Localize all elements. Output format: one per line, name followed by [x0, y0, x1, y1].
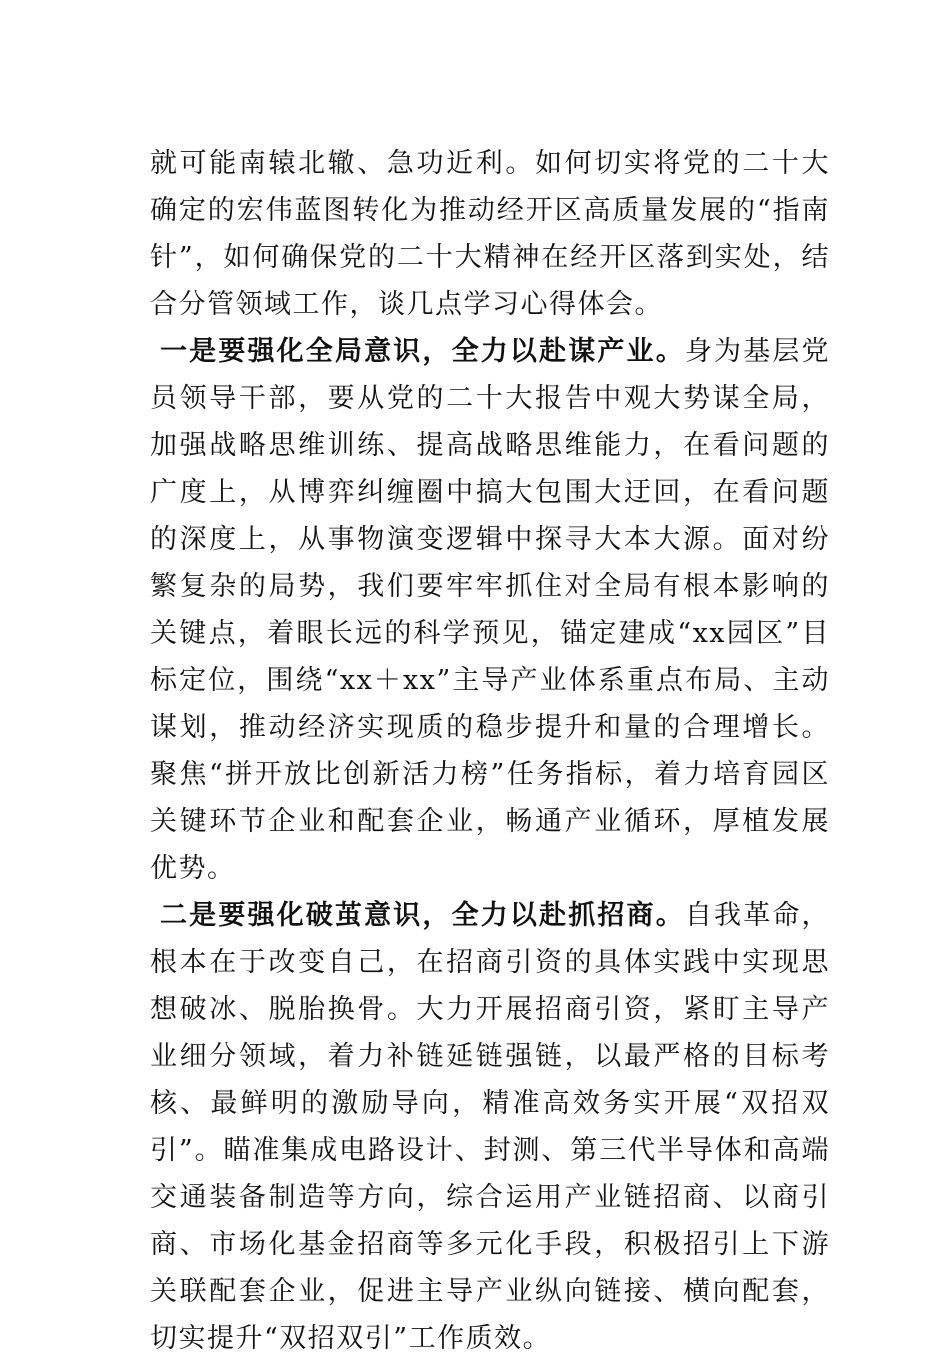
paragraph-text: 就可能南辕北辙、急功近利。如何切实将党的二十大确定的宏伟蓝图转化为推动经开区高质量发展的“指南针”，如何确保党的二十大精神在经开区落到实处，结合分管领域工作，谈几点学习心得体会。: [150, 148, 830, 320]
paragraph-lead: 二是要强化破茧意识，全力以赴抓招商。: [160, 900, 685, 931]
paragraph-text: 身为基层党员领导干部，要从党的二十大报告中观大势谋全局，加强战略思维训练、提高战略思维能力，在看问题的广度上，从博弈纠缠圈中搞大包围大迂回，在看问题的深度上，从事物演变逻辑中探寻大本大源。面对纷繁复杂的局势，我们要牢牢抓住对全局有根本影响的关键点，着眼长远的科学预见，锚定建成“xx园区”目标定位，围绕“xx＋xx”主导产业体系重点布局、主动谋划，推动经济实现质的稳步提升和量的合理增长。聚焦“拼开放比创新活力榜”任务指标，着力培育园区关键环节企业和配套企业，畅通产业循环，厚植发展优势。: [150, 336, 831, 884]
paragraph-lead: 一是要强化全局意识，全力以赴谋产业。: [160, 336, 685, 367]
document-body: [150, 140, 830, 1362]
paragraph-text: 自我革命，根本在于改变自己，在招商引资的具体实践中实现思想破冰、脱胎换骨。大力开展招商引资，紧盯主导产业细分领域，着力补链延链强链，以最严格的目标考核、最鲜明的激励导向，精准高效务实开展“双招双引”。瞄准集成电路设计、封测、第三代半导体和高端交通装备制造等方向，综合运用产业链招商、以商引商、市场化基金招商等多元化手段，积极招引上下游关联配套企业，促进主导产业纵向链接、横向配套，切实提升“双招双引”工作质效。: [150, 900, 831, 1354]
paragraph-point-one: [150, 328, 830, 892]
paragraph-point-two: [150, 892, 830, 1362]
paragraph-intro: [150, 140, 830, 328]
